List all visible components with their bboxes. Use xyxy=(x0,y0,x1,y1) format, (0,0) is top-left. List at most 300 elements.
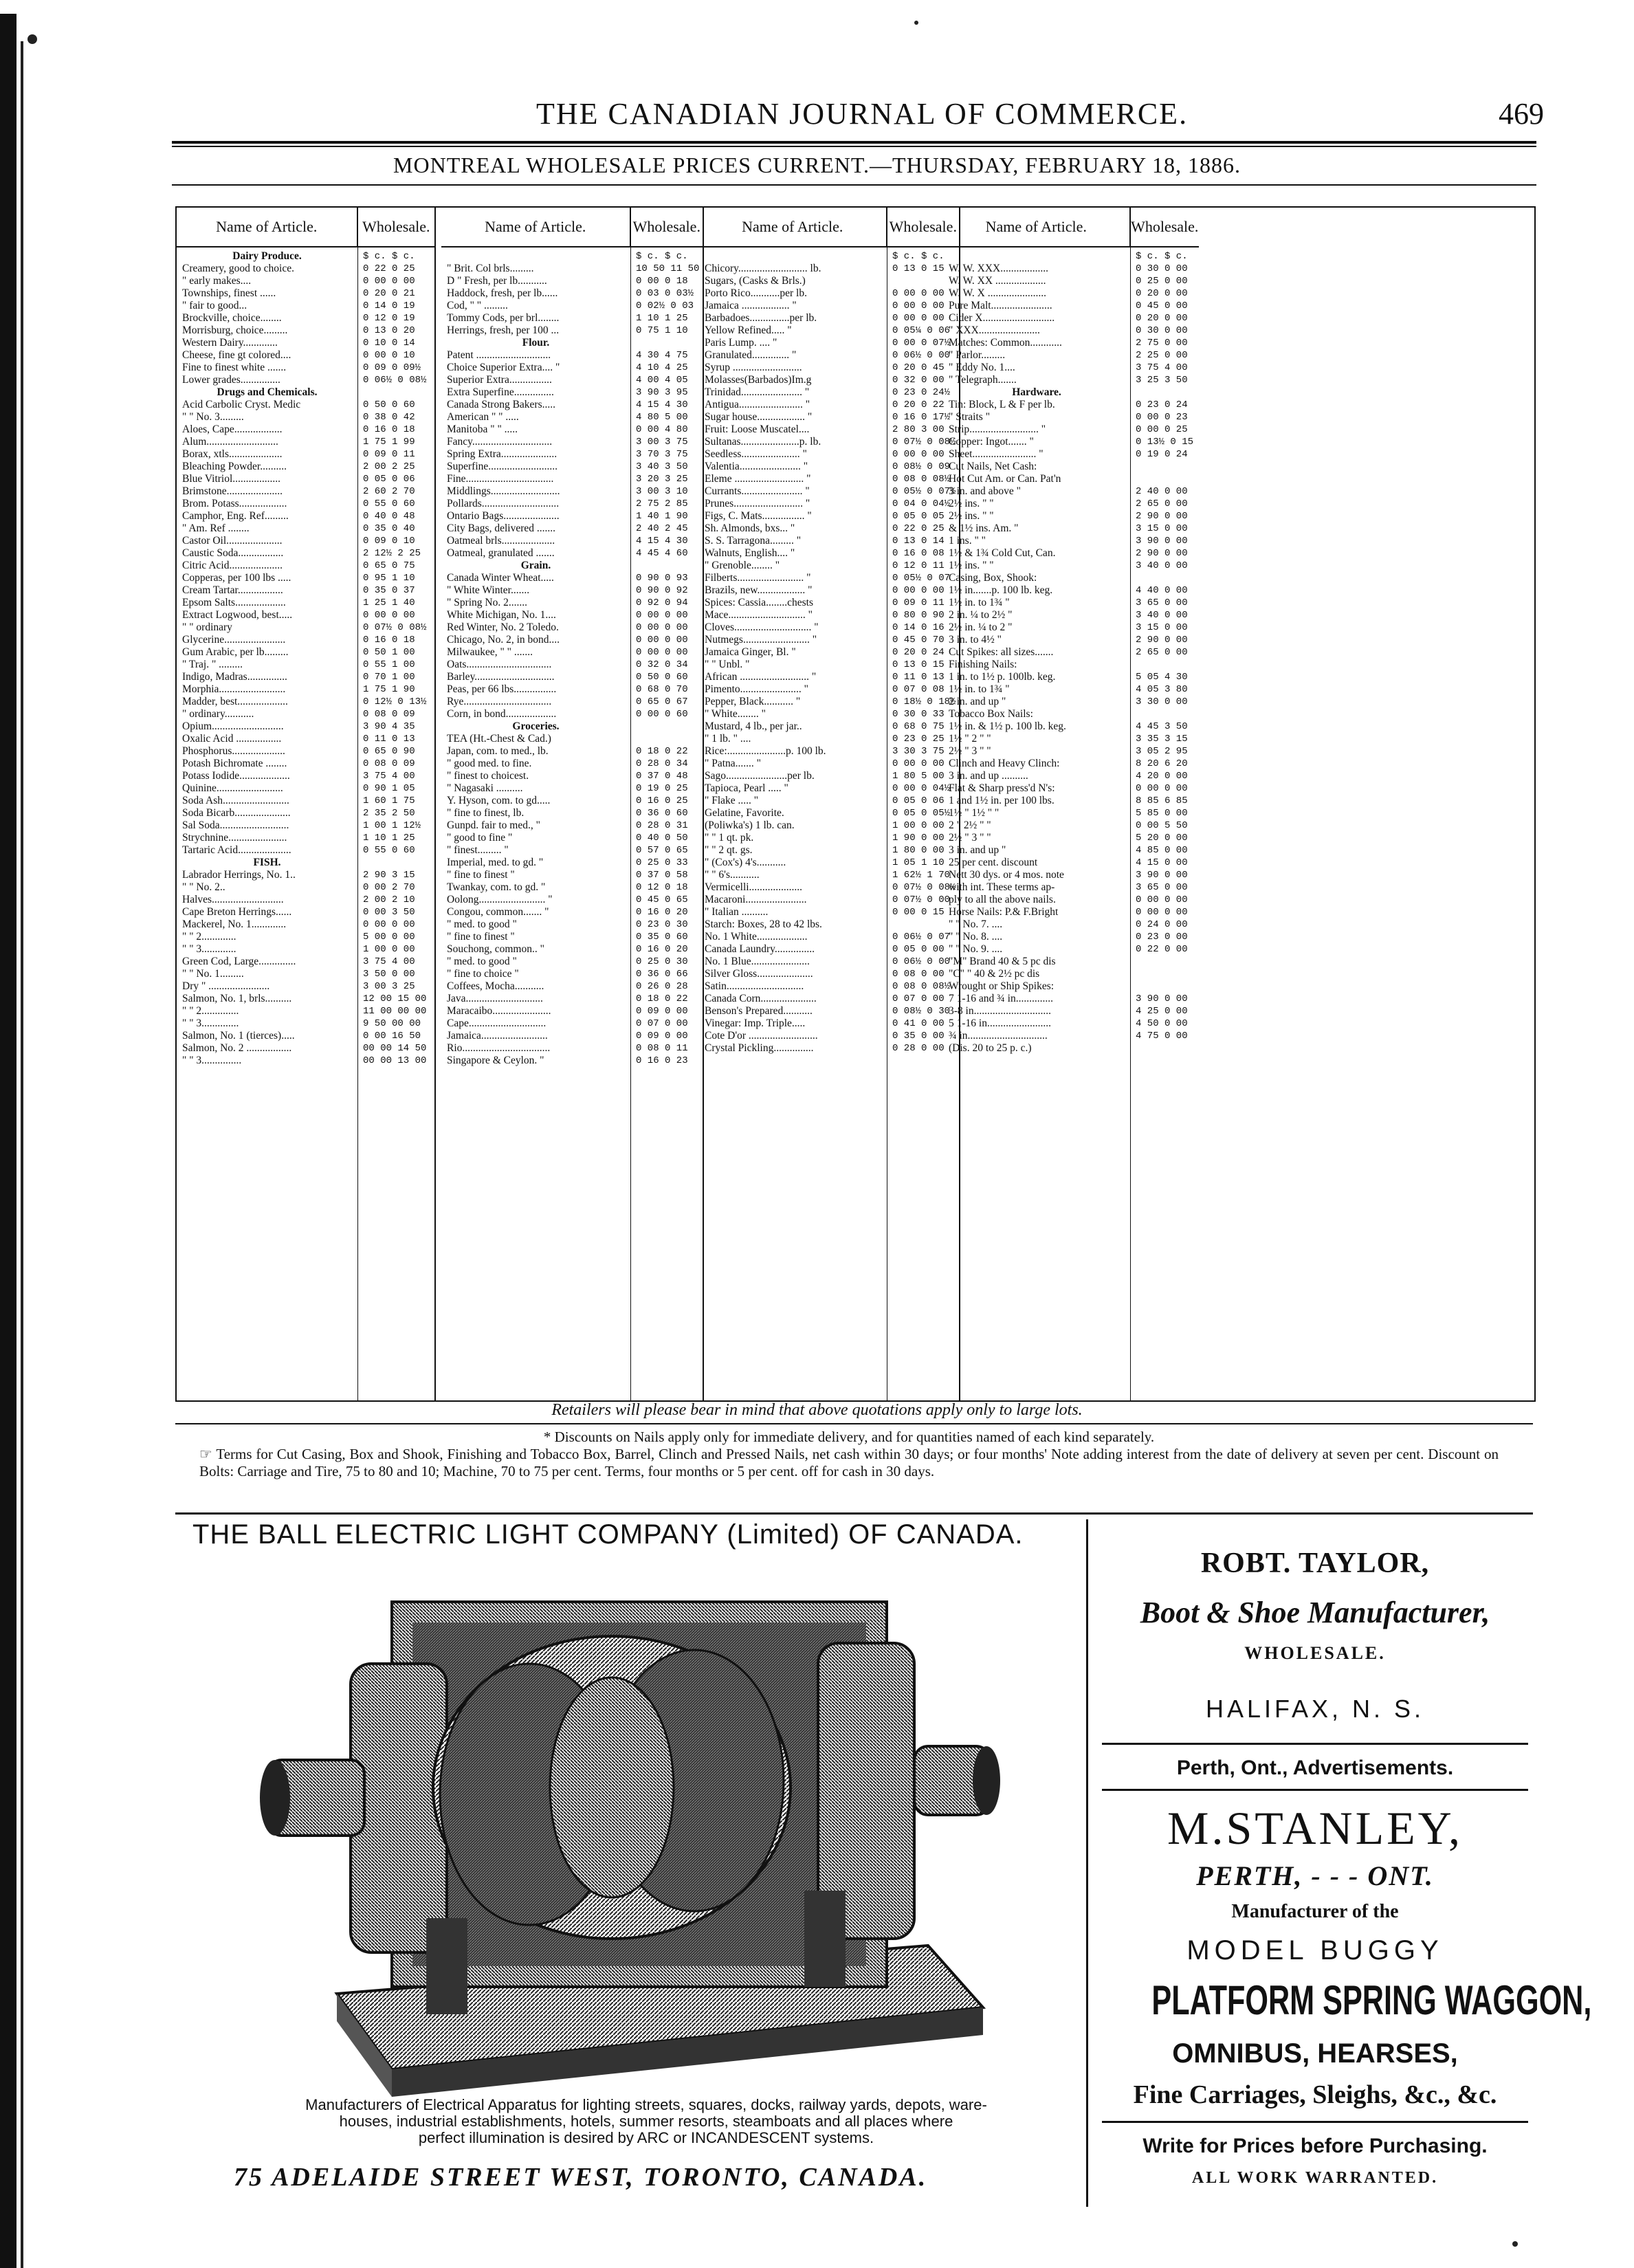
wholesale-price: 0 50 0 60 xyxy=(636,672,688,683)
price-row xyxy=(943,869,1199,881)
wholesale-price: 0 13 0 15 xyxy=(892,263,945,274)
price-row xyxy=(177,980,434,993)
price-row xyxy=(699,671,959,683)
wholesale-price: 3 50 0 00 xyxy=(363,969,415,980)
article-name: 5 1-16 in........................ xyxy=(949,1017,1051,1029)
price-row xyxy=(441,683,703,696)
price-row xyxy=(177,931,434,943)
article-name: " " 3.............. xyxy=(182,1017,239,1029)
wholesale-price: 1 90 0 00 xyxy=(892,833,945,844)
price-row xyxy=(441,498,703,510)
price-row xyxy=(699,609,959,621)
article-name: 1½ in. & 1½ p. 100 lb. keg. xyxy=(949,720,1066,732)
price-row xyxy=(177,782,434,795)
price-row xyxy=(441,300,703,312)
price-row xyxy=(177,485,434,498)
article-name: S. S. Tarragona......... " xyxy=(705,535,802,547)
price-row xyxy=(699,448,959,461)
price-row xyxy=(441,287,703,300)
wholesale-price: 0 20 0 22 xyxy=(892,399,945,410)
wholesale-price: 0 00 0 00 xyxy=(892,313,945,324)
price-row xyxy=(177,745,434,758)
wholesale-price: 1 00 1 12½ xyxy=(363,820,421,831)
article-name: Chicory.......................... lb. xyxy=(705,263,821,274)
wholesale-price: 2 90 0 00 xyxy=(1136,511,1188,522)
wholesale-price: 0 00 0 00 xyxy=(892,300,945,311)
article-name: 1 and 1½ in. per 100 lbs. xyxy=(949,795,1055,806)
article-name: Copperas, per 100 lbs ..... xyxy=(182,572,291,584)
article-name xyxy=(943,250,1130,263)
price-column-1 xyxy=(177,208,434,1400)
wholesale-price: 0 12 0 11 xyxy=(892,560,945,571)
price-row xyxy=(943,535,1199,547)
wholesale-price: 0 00 0 10 xyxy=(363,350,415,361)
article-name: Chicago, No. 2, in bond.... xyxy=(447,634,560,646)
article-name: Congou, common....... " xyxy=(447,906,549,918)
wholesale-price: 0 37 0 58 xyxy=(636,870,688,881)
wholesale-price: 1 62½ 1 70 xyxy=(892,870,951,881)
price-row xyxy=(441,349,703,362)
wholesale-price: 0 70 1 00 xyxy=(363,672,415,683)
wholesale-price: 3 00 3 10 xyxy=(636,486,688,497)
article-name: " " ordinary xyxy=(182,621,232,633)
article-name: " ordinary........... xyxy=(182,708,254,720)
section-heading-row xyxy=(699,250,959,263)
wholesale-price: 5 20 0 00 xyxy=(1136,833,1188,844)
footnotes xyxy=(199,1429,1499,1480)
wholesale-price: $ c. $ c. xyxy=(892,251,945,262)
article-name: Morphia......................... xyxy=(182,683,286,695)
wholesale-price: 0 25 0 33 xyxy=(636,857,688,868)
article-name: 3 in. and up .......... xyxy=(949,770,1028,782)
price-row xyxy=(699,621,959,634)
price-row xyxy=(177,362,434,374)
section-heading-row xyxy=(943,250,1199,263)
wholesale-price xyxy=(1130,473,1199,485)
price-row xyxy=(441,993,703,1005)
wholesale-price: 0 09 0 11 xyxy=(892,597,945,608)
wholesale-price: 0 07½ 0 08½ xyxy=(892,437,956,448)
wholesale-price xyxy=(357,857,434,869)
price-row xyxy=(441,782,703,795)
wholesale-price: 3 30 3 75 xyxy=(892,746,945,757)
article-name: Pure Malt....................... xyxy=(949,300,1052,311)
price-row xyxy=(699,275,959,287)
wholesale-price xyxy=(1130,461,1199,473)
article-name: Barley.............................. xyxy=(447,671,555,683)
article-name: Currants....................... " xyxy=(705,485,810,497)
price-row xyxy=(441,374,703,386)
price-row xyxy=(943,498,1199,510)
price-row xyxy=(943,263,1199,275)
wholesale-price: 2 65 0 00 xyxy=(1136,647,1188,658)
price-row xyxy=(441,844,703,857)
article-name: Townships, finest ...... xyxy=(182,287,276,299)
wholesale-price: 0 28 0 31 xyxy=(636,820,688,831)
wholesale-price: 0 16 0 08 xyxy=(892,548,945,559)
article-name: Strip.......................... " xyxy=(949,423,1046,435)
price-row xyxy=(699,1042,959,1055)
price-row xyxy=(177,733,434,745)
prices-table xyxy=(175,206,1536,1402)
taylor-name: ROBT. TAYLOR, xyxy=(1200,1548,1430,1579)
wholesale-price xyxy=(630,560,703,572)
article-name: Clinch and Heavy Clinch: xyxy=(949,758,1060,769)
wholesale-price: 0 24 0 00 xyxy=(1136,919,1188,930)
article-name: Opium........................... xyxy=(182,720,284,732)
article-name: 1½ in. to 1¾ " xyxy=(949,597,1010,608)
wholesale-price: 0 45 0 65 xyxy=(636,894,688,905)
section-heading-row xyxy=(943,386,1199,399)
price-row xyxy=(177,683,434,696)
wholesale-price: 2 60 2 70 xyxy=(363,486,415,497)
article-name: American " " ..... xyxy=(447,411,519,423)
right-ads-column xyxy=(1088,1519,1592,2207)
article-name: Sugars, (Casks & Brls.) xyxy=(705,275,806,287)
price-row xyxy=(177,881,434,894)
wholesale-price: 00 00 13 00 xyxy=(363,1055,427,1066)
wholesale-price: 0 03 0 03½ xyxy=(636,288,694,299)
price-row xyxy=(441,931,703,943)
article-name: Tartaric Acid.................... xyxy=(182,844,291,856)
article-name: Matches: Common............ xyxy=(949,337,1062,349)
article-name: " fine to choice " xyxy=(447,968,519,980)
wholesale-price: 0 68 0 75 xyxy=(892,721,945,732)
price-row xyxy=(177,324,434,337)
wholesale-price: 3 00 3 25 xyxy=(363,981,415,992)
wholesale-price: $ c. $ c. xyxy=(1136,251,1188,262)
section-heading-row xyxy=(177,250,434,263)
article-name: 25 per cent. discount xyxy=(949,857,1038,868)
wholesale-price: 0 09 0 11 xyxy=(363,449,415,460)
article-name: Vermicelli.................... xyxy=(705,881,803,893)
price-row xyxy=(943,300,1199,312)
price-row xyxy=(441,621,703,634)
wholesale-price xyxy=(630,720,703,733)
article-name: 3-8 in............................. xyxy=(949,1005,1051,1017)
wholesale-price: 0 14 0 19 xyxy=(363,300,415,311)
stanley-name: M.STANLEY, xyxy=(1167,1802,1463,1854)
price-row xyxy=(441,795,703,807)
ball-caption-line-1: Manufacturers of Electrical Apparatus for lighting streets, squares, docks, railway yards, depots, ware- xyxy=(305,2096,987,2113)
wholesale-price: 3 90 0 00 xyxy=(1136,536,1188,547)
price-row xyxy=(177,374,434,386)
wholesale-price: 0 00 0 00 xyxy=(363,919,415,930)
article-name: "M" Brand 40 & 5 pc dis xyxy=(949,956,1056,967)
section-heading-row xyxy=(441,560,703,572)
article-name: " Patna....... " xyxy=(705,758,761,769)
article-name: Cape Breton Herrings...... xyxy=(182,906,292,918)
price-row xyxy=(943,399,1199,411)
article-name: Caustic Soda................. xyxy=(182,547,284,559)
article-name: " Straits " xyxy=(949,411,991,423)
wholesale-price: 0 00 0 00 xyxy=(363,610,415,621)
article-name: City Bags, delivered ....... xyxy=(447,522,555,534)
journal-title: THE CANADIAN JOURNAL OF COMMERCE. xyxy=(536,97,1189,131)
article-name: " early makes.... xyxy=(182,275,252,287)
price-row xyxy=(441,696,703,708)
article-name: 1½ in. to 1¾ " xyxy=(949,683,1010,695)
article-name: White Michigan, No. 1.... xyxy=(447,609,556,621)
article-name: Canada Laundry............... xyxy=(705,943,815,955)
wholesale-price: 0 08 0 00 xyxy=(892,969,945,980)
article-name: Citric Acid.................... xyxy=(182,560,283,571)
wholesale-price: 0 05 0 00 xyxy=(892,944,945,955)
price-row xyxy=(699,423,959,436)
article-name: Oatmeal brls.................... xyxy=(447,535,555,547)
wholesale-price: 0 26 0 28 xyxy=(636,981,688,992)
wholesale-price: 0 08 0 09 xyxy=(363,758,415,769)
article-name: Choice Superior Extra.... " xyxy=(447,362,560,373)
wholesale-price: 0 30 0 00 xyxy=(1136,325,1188,336)
wholesale-price xyxy=(630,733,703,745)
article-name: 2½ " 3 " " xyxy=(949,832,991,844)
article-name: " " No. 2.. xyxy=(182,881,225,893)
article-name: " Telegraph....... xyxy=(949,374,1017,386)
article-name: Cream Tartar................. xyxy=(182,584,283,596)
price-row xyxy=(177,708,434,720)
price-row xyxy=(177,423,434,436)
article-name: Cape............................. xyxy=(447,1017,546,1029)
wholesale-price: 3 05 2 95 xyxy=(1136,746,1188,757)
article-name: Hot Cut Am. or Can. Pat'n xyxy=(949,473,1061,485)
wholesale-price: 3 40 0 00 xyxy=(1136,560,1188,571)
price-row xyxy=(943,906,1199,918)
wholesale-price: 0 36 0 60 xyxy=(636,808,688,819)
price-row xyxy=(943,708,1199,720)
price-row xyxy=(699,337,959,349)
article-name: Superior Extra................ xyxy=(447,374,552,386)
article-name: Satin............................. xyxy=(705,980,804,992)
price-row xyxy=(699,461,959,473)
article-name: Eleme .......................... " xyxy=(705,473,811,485)
article-name: Granulated.............. " xyxy=(705,349,797,361)
wholesale-price: 4 40 0 00 xyxy=(1136,585,1188,596)
article-name: Trinidad....................... " xyxy=(705,386,810,398)
article-name: ¾ in.............................. xyxy=(949,1030,1048,1042)
article-name: " Brit. Col brls......... xyxy=(447,263,534,274)
wholesale-price: 0 92 0 94 xyxy=(636,597,688,608)
wholesale-price: 4 30 4 75 xyxy=(636,350,688,361)
wholesale-price: 3 90 0 00 xyxy=(1136,993,1188,1004)
wholesale-price: 0 65 0 90 xyxy=(363,746,415,757)
wholesale-price: 1 05 1 10 xyxy=(892,857,945,868)
price-row xyxy=(943,448,1199,461)
price-row xyxy=(441,943,703,956)
article-name: Blue Vitriol.................. xyxy=(182,473,281,485)
price-row xyxy=(177,659,434,671)
wholesale-price: 0 22 0 00 xyxy=(1136,944,1188,955)
price-row xyxy=(177,411,434,423)
price-row xyxy=(177,671,434,683)
article-name: " finest......... " xyxy=(447,844,509,856)
price-row xyxy=(441,510,703,522)
price-row xyxy=(441,572,703,584)
price-row xyxy=(943,819,1199,832)
article-name: Cut Spikes: all sizes....... xyxy=(949,646,1054,658)
article-name: 2½ " 3 " " xyxy=(949,745,991,757)
wholesale-price: 0 10 0 14 xyxy=(363,338,415,349)
article-name: Manitoba " " ..... xyxy=(447,423,518,435)
wholesale-price: 3 65 0 00 xyxy=(1136,597,1188,608)
wholesale-price: 0 13 0 20 xyxy=(363,325,415,336)
price-row xyxy=(177,560,434,572)
price-row xyxy=(943,522,1199,535)
wholesale-price: 4 75 0 00 xyxy=(1136,1031,1188,1042)
price-row xyxy=(699,918,959,931)
wholesale-price: 3 90 3 95 xyxy=(636,387,688,398)
price-rows xyxy=(943,250,1199,1055)
price-row xyxy=(699,597,959,609)
article-name: Hardware. xyxy=(1012,386,1061,398)
wholesale-price: 0 05 0 06 xyxy=(363,474,415,485)
stanley-product-2: PLATFORM SPRING WAGGON, xyxy=(1151,1977,1592,2023)
article-name: " " No. 3......... xyxy=(182,411,244,423)
price-row xyxy=(699,906,959,918)
price-row xyxy=(177,993,434,1005)
article-name: Borax, xtls.................... xyxy=(182,448,283,460)
wholesale-price: 0 09 0 00 xyxy=(636,1031,688,1042)
wholesale-price: 0 25 0 30 xyxy=(636,956,688,967)
wholesale-price: 0 20 0 00 xyxy=(1136,288,1188,299)
article-name: 2 in. and up " xyxy=(949,696,1006,707)
wholesale-price: 3 75 4 00 xyxy=(1136,362,1188,373)
wholesale-price: 1 40 1 90 xyxy=(636,511,688,522)
wholesale-price: 0 40 0 48 xyxy=(363,511,415,522)
article-name: FISH. xyxy=(253,857,281,868)
article-name: Creamery, good to choice. xyxy=(182,263,294,274)
wholesale-price: 0 00 0 00 xyxy=(892,288,945,299)
price-row xyxy=(177,399,434,411)
article-name: 1½ in.......p. 100 lb. keg. xyxy=(949,584,1053,596)
article-name: " fine to finest " xyxy=(447,869,515,881)
article-name: Soda Bicarb..................... xyxy=(182,807,291,819)
article-name: W. W. X ...................... xyxy=(949,287,1046,299)
article-name: " " No. 9. .... xyxy=(949,943,1003,955)
article-name: " Parlor......... xyxy=(949,349,1006,361)
article-name: Maracaibo...................... xyxy=(447,1005,551,1017)
wholesale-price xyxy=(1130,1042,1199,1055)
wholesale-price: 3 25 3 50 xyxy=(1136,375,1188,386)
price-row xyxy=(699,1030,959,1042)
section-heading-row xyxy=(441,250,703,263)
price-row xyxy=(177,943,434,956)
wholesale-price: 0 02½ 0 03 xyxy=(636,300,694,311)
article-name: Antigua........................ " xyxy=(705,399,810,410)
wholesale-price: 2 80 3 00 xyxy=(892,424,945,435)
wholesale-price: 4 20 0 00 xyxy=(1136,771,1188,782)
wholesale-price: 0 37 0 48 xyxy=(636,771,688,782)
price-row xyxy=(943,659,1199,671)
price-row xyxy=(177,312,434,324)
article-name: & 1½ ins. Am. " xyxy=(949,522,1019,534)
price-row xyxy=(699,374,959,386)
wholesale-price: 0 68 0 70 xyxy=(636,684,688,695)
price-rows xyxy=(441,250,703,1067)
wholesale-price: 0 45 0 70 xyxy=(892,635,945,646)
price-row xyxy=(699,646,959,659)
wholesale-price: 0 07½ 0 00 xyxy=(892,894,951,905)
wholesale-price: 3 65 0 00 xyxy=(1136,882,1188,893)
article-name: Cheese, fine gt colored.... xyxy=(182,349,291,361)
wholesale-price: 0 28 0 00 xyxy=(892,1043,945,1054)
price-row xyxy=(699,758,959,770)
price-row xyxy=(943,832,1199,844)
wholesale-price: 0 09 0 10 xyxy=(363,536,415,547)
price-row xyxy=(699,931,959,943)
article-name: Java............................. xyxy=(447,993,543,1004)
wholesale-price: 0 05 0 06 xyxy=(892,795,945,806)
price-row xyxy=(699,795,959,807)
price-row xyxy=(943,795,1199,807)
article-name: Yellow Refined..... " xyxy=(705,324,792,336)
article-name: Extract Logwood, best..... xyxy=(182,609,293,621)
article-name: Japan, com. to med., lb. xyxy=(447,745,549,757)
wholesale-price: 0 13 0 15 xyxy=(892,659,945,670)
article-name: Singapore & Ceylon. " xyxy=(447,1055,544,1066)
wholesale-price: 0 90 0 92 xyxy=(636,585,688,596)
price-row xyxy=(177,448,434,461)
article-name: Dry " ....................... xyxy=(182,980,270,992)
wholesale-price: 0 12½ 0 13½ xyxy=(363,696,427,707)
price-row xyxy=(699,386,959,399)
taylor-trade: Boot & Shoe Manufacturer, xyxy=(1140,1596,1490,1629)
wholesale-price: 12 00 15 00 xyxy=(363,993,427,1004)
price-row xyxy=(699,720,959,733)
column-header xyxy=(441,208,703,247)
wholesale-price: 0 35 0 00 xyxy=(892,1031,945,1042)
price-row xyxy=(699,993,959,1005)
price-row xyxy=(699,782,959,795)
wholesale-price: 2 40 2 45 xyxy=(636,523,688,534)
wholesale-price: 0 30 0 00 xyxy=(1136,263,1188,274)
price-row xyxy=(943,943,1199,956)
wholesale-price: 2 90 0 00 xyxy=(1136,635,1188,646)
wholesale-price: 5 05 4 30 xyxy=(1136,672,1188,683)
article-name: Mace............................. " xyxy=(705,609,813,621)
price-rows xyxy=(177,250,434,1067)
article-name: Nutmegs......................... " xyxy=(705,634,817,646)
article-name: ply to all the above nails. xyxy=(949,894,1056,905)
wholesale-price: 0 00 0 00 xyxy=(892,585,945,596)
article-name: " " Unbl. " xyxy=(705,659,750,670)
price-row xyxy=(943,312,1199,324)
article-name: " Grenoble........ " xyxy=(705,560,780,571)
article-name: TEA (Ht.-Chest & Cad.) xyxy=(447,733,551,745)
wholesale-price: 0 06½ 0 00 xyxy=(892,956,951,967)
wholesale-price xyxy=(1130,956,1199,968)
price-row xyxy=(943,956,1199,968)
price-row xyxy=(699,411,959,423)
wholesale-price: 0 35 0 37 xyxy=(363,585,415,596)
article-name: Western Dairy............. xyxy=(182,337,278,349)
section-heading-row xyxy=(177,857,434,869)
dynamo-engraving xyxy=(254,1561,1011,2097)
article-name: " Nagasaki .......... xyxy=(447,782,523,794)
price-column-4 xyxy=(943,208,1199,1400)
price-row xyxy=(943,597,1199,609)
wholesale-price: 5 00 0 00 xyxy=(363,932,415,943)
price-row xyxy=(699,980,959,993)
article-name: Coffees, Mocha........... xyxy=(447,980,544,992)
article-name: African .......................... " xyxy=(705,671,817,683)
article-name: Groceries. xyxy=(512,720,560,732)
wholesale-price: 0 35 0 60 xyxy=(636,932,688,943)
wholesale-price xyxy=(1130,386,1199,399)
wholesale-price: 0 00 3 50 xyxy=(363,907,415,918)
wholesale-price: 2 40 0 00 xyxy=(1136,486,1188,497)
price-row xyxy=(699,708,959,720)
